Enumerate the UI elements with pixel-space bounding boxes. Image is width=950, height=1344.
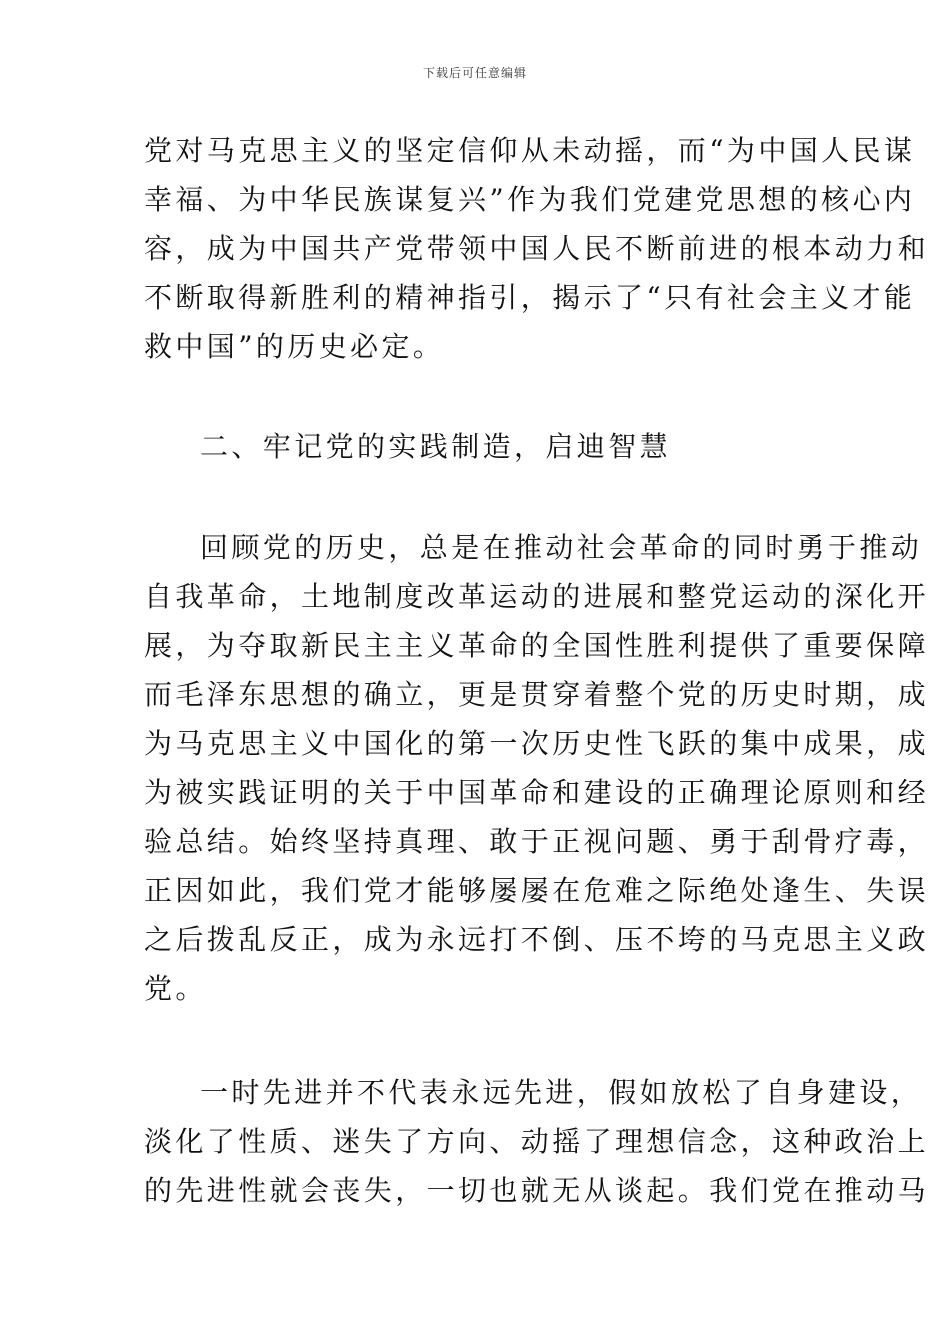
paragraph-review-history bbox=[144, 523, 930, 1013]
page-header-note: 下载后可任意编辑 bbox=[422, 66, 527, 80]
text-line: 一时先进并不代表永远先进，假如放松了自身建设， bbox=[200, 1076, 923, 1109]
text-line: 而毛泽东思想的确立，更是贯穿着整个党的历史时期，成 bbox=[144, 678, 930, 711]
text-line: 自我革命，土地制度改革运动的进展和整党运动的深化开 bbox=[144, 580, 930, 613]
text-line: 回顾党的历史，总是在推动社会革命的同时勇于推动 bbox=[200, 531, 923, 564]
text-line: 党对马克思主义的坚定信仰从未动摇，而“为中国人民谋 bbox=[144, 134, 916, 167]
text-line: 为马克思主义中国化的第一次历史性飞跃的集中成果，成 bbox=[144, 727, 930, 760]
text-line: 的先进性就会丧失，一切也就无从谈起。我们党在推动马 bbox=[144, 1174, 930, 1207]
text-line: 幸福、为中华民族谋复兴”作为我们党建党思想的核心内 bbox=[144, 183, 916, 216]
text-line: 正因如此，我们党才能够屡屡在危难之际绝处逢生、失误 bbox=[144, 874, 930, 907]
text-line: 救中国”的历史必定。 bbox=[144, 330, 445, 363]
text-line: 不断取得新胜利的精神指引，揭示了“只有社会主义才能 bbox=[144, 281, 916, 314]
text-line: 淡化了性质、迷失了方向、动摇了理想信念，这种政治上 bbox=[144, 1125, 930, 1158]
text-line: 容，成为中国共产党带领中国人民不断前进的根本动力和 bbox=[144, 232, 930, 265]
text-line: 展，为夺取新民主主义革命的全国性胜利提供了重要保障 bbox=[144, 629, 930, 662]
text-line: 验总结。始终坚持真理、敢于正视问题、勇于刮骨疗毒， bbox=[144, 825, 930, 858]
paragraph-advancement bbox=[144, 1068, 930, 1215]
section-heading bbox=[144, 422, 808, 471]
text-line: 为被实践证明的关于中国革命和建设的正确理论原则和经 bbox=[144, 776, 930, 809]
text-line: 党。 bbox=[144, 972, 207, 1005]
section-heading-text: 二、牢记党的实践制造，启迪智慧 bbox=[200, 430, 672, 463]
text-line: 之后拨乱反正，成为永远打不倒、压不垮的马克思主义政 bbox=[144, 923, 930, 956]
paragraph-continuation bbox=[144, 126, 930, 371]
